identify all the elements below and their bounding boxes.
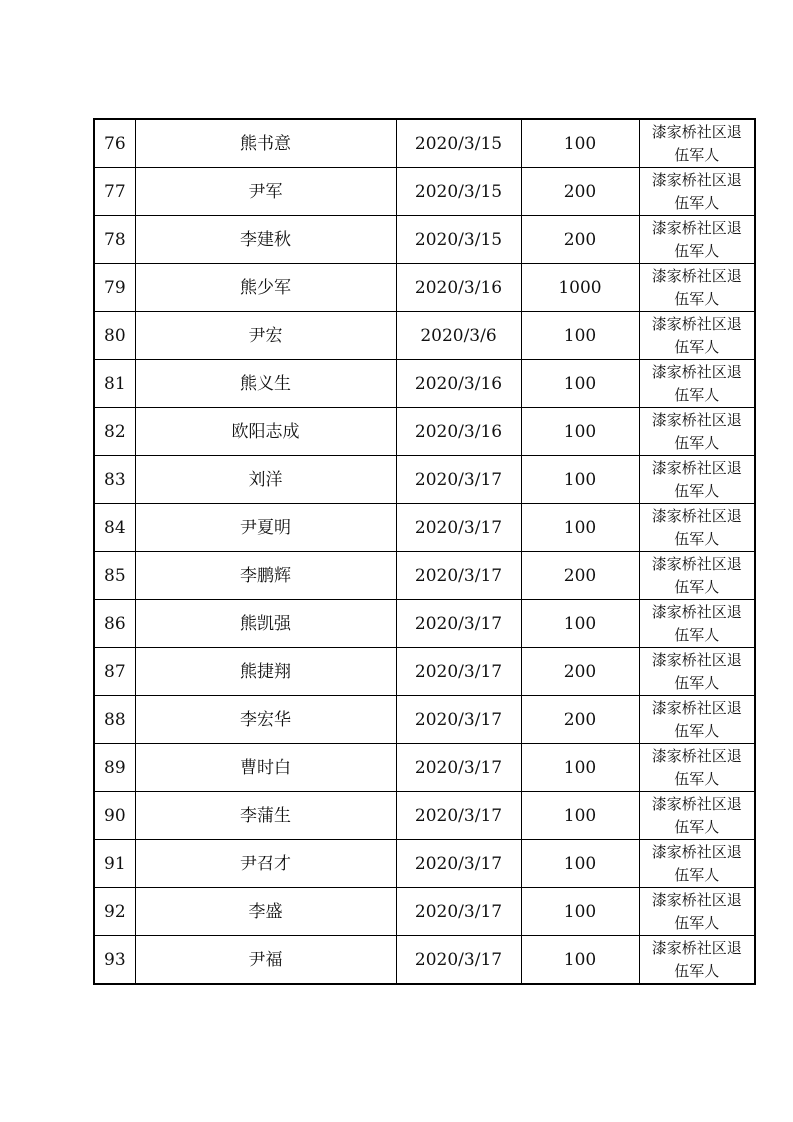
note-line: 伍军人 bbox=[674, 865, 720, 884]
amount-cell: 100 bbox=[521, 888, 639, 936]
row-number-cell: 89 bbox=[94, 744, 135, 792]
note-line: 漆家桥社区退 bbox=[651, 746, 742, 765]
table-row bbox=[94, 119, 755, 168]
date-cell: 2020/3/17 bbox=[396, 744, 521, 792]
row-number-cell: 92 bbox=[94, 888, 135, 936]
table-row bbox=[94, 216, 755, 264]
amount-cell: 200 bbox=[521, 168, 639, 216]
table-body bbox=[94, 119, 755, 984]
date-cell: 2020/3/15 bbox=[396, 119, 521, 168]
note-line: 漆家桥社区退 bbox=[651, 458, 742, 477]
amount-cell: 200 bbox=[521, 648, 639, 696]
table-row bbox=[94, 312, 755, 360]
amount-cell: 1000 bbox=[521, 264, 639, 312]
date-cell: 2020/3/17 bbox=[396, 936, 521, 985]
row-number-cell: 84 bbox=[94, 504, 135, 552]
row-number-cell: 78 bbox=[94, 216, 135, 264]
row-number-cell: 88 bbox=[94, 696, 135, 744]
note-line: 漆家桥社区退 bbox=[651, 794, 742, 813]
note-line: 伍军人 bbox=[674, 433, 720, 452]
note-line: 漆家桥社区退 bbox=[651, 266, 742, 285]
table-row bbox=[94, 600, 755, 648]
date-cell: 2020/3/16 bbox=[396, 360, 521, 408]
name-cell: 李蒲生 bbox=[135, 792, 396, 840]
table-row bbox=[94, 888, 755, 936]
note-cell bbox=[639, 552, 755, 600]
row-number-cell: 85 bbox=[94, 552, 135, 600]
table-row bbox=[94, 744, 755, 792]
row-number-cell: 90 bbox=[94, 792, 135, 840]
name-cell: 熊义生 bbox=[135, 360, 396, 408]
name-cell: 李宏华 bbox=[135, 696, 396, 744]
note-line: 漆家桥社区退 bbox=[651, 410, 742, 429]
row-number-cell: 93 bbox=[94, 936, 135, 985]
row-number-cell: 82 bbox=[94, 408, 135, 456]
note-cell bbox=[639, 119, 755, 168]
amount-cell: 100 bbox=[521, 936, 639, 985]
note-line: 伍军人 bbox=[674, 529, 720, 548]
date-cell: 2020/3/16 bbox=[396, 408, 521, 456]
note-cell bbox=[639, 456, 755, 504]
note-line: 伍军人 bbox=[674, 289, 720, 308]
name-cell: 尹召才 bbox=[135, 840, 396, 888]
row-number-cell: 80 bbox=[94, 312, 135, 360]
date-cell: 2020/3/15 bbox=[396, 216, 521, 264]
date-cell: 2020/3/17 bbox=[396, 552, 521, 600]
date-cell: 2020/3/17 bbox=[396, 504, 521, 552]
table-row bbox=[94, 792, 755, 840]
note-cell bbox=[639, 312, 755, 360]
date-cell: 2020/3/16 bbox=[396, 264, 521, 312]
name-cell: 刘洋 bbox=[135, 456, 396, 504]
date-cell: 2020/3/17 bbox=[396, 648, 521, 696]
note-line: 漆家桥社区退 bbox=[651, 506, 742, 525]
table-row bbox=[94, 360, 755, 408]
note-cell bbox=[639, 648, 755, 696]
amount-cell: 100 bbox=[521, 840, 639, 888]
note-cell bbox=[639, 216, 755, 264]
note-line: 伍军人 bbox=[674, 337, 720, 356]
table-row bbox=[94, 168, 755, 216]
row-number-cell: 83 bbox=[94, 456, 135, 504]
note-line: 漆家桥社区退 bbox=[651, 938, 742, 957]
note-line: 漆家桥社区退 bbox=[651, 650, 742, 669]
date-cell: 2020/3/15 bbox=[396, 168, 521, 216]
date-cell: 2020/3/17 bbox=[396, 456, 521, 504]
amount-cell: 100 bbox=[521, 119, 639, 168]
amount-cell: 100 bbox=[521, 744, 639, 792]
amount-cell: 200 bbox=[521, 216, 639, 264]
note-line: 伍军人 bbox=[674, 673, 720, 692]
note-line: 漆家桥社区退 bbox=[651, 890, 742, 909]
name-cell: 熊少军 bbox=[135, 264, 396, 312]
note-line: 漆家桥社区退 bbox=[651, 554, 742, 573]
date-cell: 2020/3/17 bbox=[396, 792, 521, 840]
table-row bbox=[94, 648, 755, 696]
amount-cell: 100 bbox=[521, 504, 639, 552]
note-line: 伍军人 bbox=[674, 913, 720, 932]
note-line: 伍军人 bbox=[674, 241, 720, 260]
name-cell: 尹宏 bbox=[135, 312, 396, 360]
row-number-cell: 81 bbox=[94, 360, 135, 408]
note-line: 伍军人 bbox=[674, 625, 720, 644]
note-line: 漆家桥社区退 bbox=[651, 122, 742, 141]
note-cell bbox=[639, 840, 755, 888]
row-number-cell: 77 bbox=[94, 168, 135, 216]
note-line: 漆家桥社区退 bbox=[651, 314, 742, 333]
date-cell: 2020/3/17 bbox=[396, 840, 521, 888]
amount-cell: 100 bbox=[521, 408, 639, 456]
date-cell: 2020/3/6 bbox=[396, 312, 521, 360]
table-row bbox=[94, 504, 755, 552]
name-cell: 曹时白 bbox=[135, 744, 396, 792]
table-row bbox=[94, 552, 755, 600]
name-cell: 尹夏明 bbox=[135, 504, 396, 552]
row-number-cell: 86 bbox=[94, 600, 135, 648]
note-line: 伍军人 bbox=[674, 961, 720, 980]
note-cell bbox=[639, 360, 755, 408]
amount-cell: 100 bbox=[521, 360, 639, 408]
row-number-cell: 79 bbox=[94, 264, 135, 312]
name-cell: 熊捷翔 bbox=[135, 648, 396, 696]
name-cell: 熊书意 bbox=[135, 119, 396, 168]
note-cell bbox=[639, 696, 755, 744]
donation-table bbox=[93, 118, 756, 985]
note-line: 伍军人 bbox=[674, 385, 720, 404]
note-line: 伍军人 bbox=[674, 145, 720, 164]
table-row bbox=[94, 936, 755, 985]
amount-cell: 200 bbox=[521, 552, 639, 600]
note-line: 漆家桥社区退 bbox=[651, 218, 742, 237]
name-cell: 欧阳志成 bbox=[135, 408, 396, 456]
table-row bbox=[94, 264, 755, 312]
note-line: 伍军人 bbox=[674, 769, 720, 788]
note-line: 伍军人 bbox=[674, 481, 720, 500]
note-line: 漆家桥社区退 bbox=[651, 842, 742, 861]
row-number-cell: 87 bbox=[94, 648, 135, 696]
date-cell: 2020/3/17 bbox=[396, 600, 521, 648]
row-number-cell: 76 bbox=[94, 119, 135, 168]
date-cell: 2020/3/17 bbox=[396, 696, 521, 744]
table-row bbox=[94, 408, 755, 456]
note-cell bbox=[639, 504, 755, 552]
note-cell bbox=[639, 408, 755, 456]
name-cell: 尹军 bbox=[135, 168, 396, 216]
name-cell: 熊凯强 bbox=[135, 600, 396, 648]
table-row bbox=[94, 456, 755, 504]
note-cell bbox=[639, 264, 755, 312]
note-cell bbox=[639, 888, 755, 936]
note-line: 漆家桥社区退 bbox=[651, 698, 742, 717]
amount-cell: 100 bbox=[521, 600, 639, 648]
amount-cell: 100 bbox=[521, 312, 639, 360]
amount-cell: 100 bbox=[521, 456, 639, 504]
note-cell bbox=[639, 600, 755, 648]
name-cell: 李盛 bbox=[135, 888, 396, 936]
name-cell: 尹福 bbox=[135, 936, 396, 985]
amount-cell: 200 bbox=[521, 696, 639, 744]
date-cell: 2020/3/17 bbox=[396, 888, 521, 936]
amount-cell: 100 bbox=[521, 792, 639, 840]
note-line: 漆家桥社区退 bbox=[651, 602, 742, 621]
note-line: 伍军人 bbox=[674, 193, 720, 212]
note-cell bbox=[639, 168, 755, 216]
note-line: 漆家桥社区退 bbox=[651, 170, 742, 189]
note-cell bbox=[639, 744, 755, 792]
note-line: 漆家桥社区退 bbox=[651, 362, 742, 381]
name-cell: 李鹏辉 bbox=[135, 552, 396, 600]
note-line: 伍军人 bbox=[674, 577, 720, 596]
table-row bbox=[94, 840, 755, 888]
note-line: 伍军人 bbox=[674, 817, 720, 836]
table-row bbox=[94, 696, 755, 744]
row-number-cell: 91 bbox=[94, 840, 135, 888]
note-cell bbox=[639, 936, 755, 985]
name-cell: 李建秋 bbox=[135, 216, 396, 264]
note-cell bbox=[639, 792, 755, 840]
note-line: 伍军人 bbox=[674, 721, 720, 740]
